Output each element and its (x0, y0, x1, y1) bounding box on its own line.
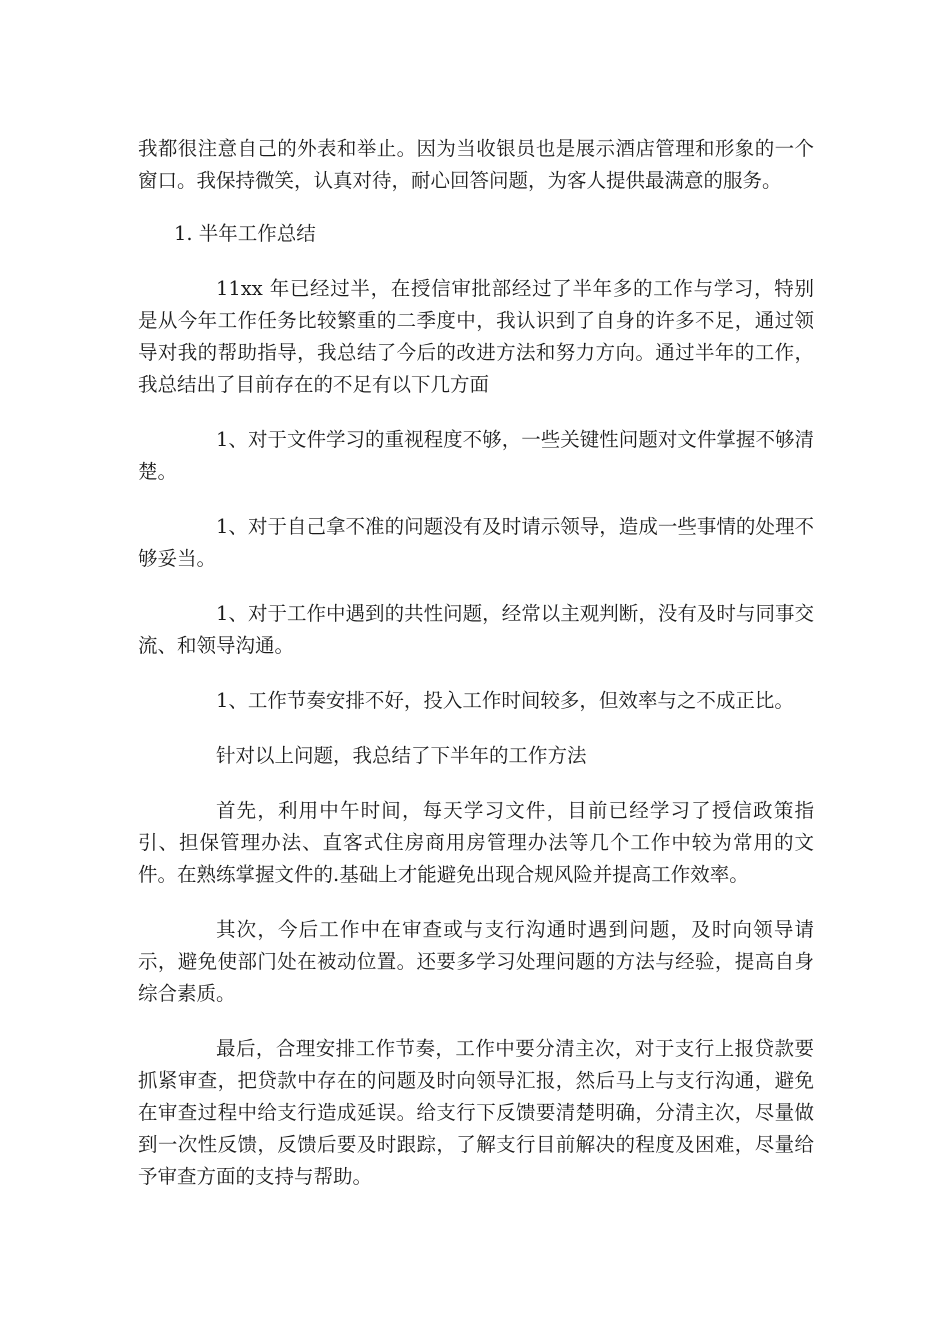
body-paragraph: 最后，合理安排工作节奏，工作中要分清主次，对于支行上报贷款要抓紧审查，把贷款中存在的问题及时向领导汇报，然后马上与支行沟通，避免在审查过程中给支行造成延误。给支行下反馈要清楚明确，分清主次，尽量做到一次性反馈，反馈后要及时跟踪，了解支行目前解决的程度及困难，尽量给予审查方面的支持与帮助。 (138, 1037, 814, 1188)
body-paragraph: 其次，今后工作中在审查或与支行沟通时遇到问题，及时向领导请示，避免使部门处在被动位置。还要多学习处理问题的方法与经验，提高自身综合素质。 (138, 918, 814, 1005)
document-body (138, 133, 814, 1216)
list-item: 1、对于文件学习的重视程度不够，一些关键性问题对文件掌握不够清楚。 (138, 428, 814, 483)
list-item: 1、工作节奏安排不好，投入工作时间较多，但效率与之不成正比。 (216, 689, 794, 712)
body-paragraph: 首先，利用中午时间，每天学习文件，目前已经学习了授信政策指引、担保管理办法、直客式住房商用房管理办法等几个工作中较为常用的文件。在熟练掌握文件的.基础上才能避免出现合规风险并提高工作效率。 (138, 799, 814, 886)
body-paragraph: 针对以上问题，我总结了下半年的工作方法 (216, 744, 587, 767)
body-paragraph: 11xx 年已经过半，在授信审批部经过了半年多的工作与学习，特别是从今年工作任务比较繁重的二季度中，我认识到了自身的许多不足，通过领导对我的帮助指导，我总结了今后的改进方法和努力方向。通过半年的工作，我总结出了目前存在的不足有以下几方面 (138, 277, 814, 396)
list-item: 1、对于自己拿不准的问题没有及时请示领导，造成一些事情的处理不够妥当。 (138, 515, 814, 570)
list-item: 1、对于工作中遇到的共性问题，经常以主观判断，没有及时与同事交流、和领导沟通。 (138, 602, 814, 657)
body-paragraph: 我都很注意自己的外表和举止。因为当收银员也是展示酒店管理和形象的一个窗口。我保持微笑，认真对待，耐心回答问题，为客人提供最满意的服务。 (138, 137, 814, 192)
section-heading: 1. 半年工作总结 (174, 222, 316, 245)
